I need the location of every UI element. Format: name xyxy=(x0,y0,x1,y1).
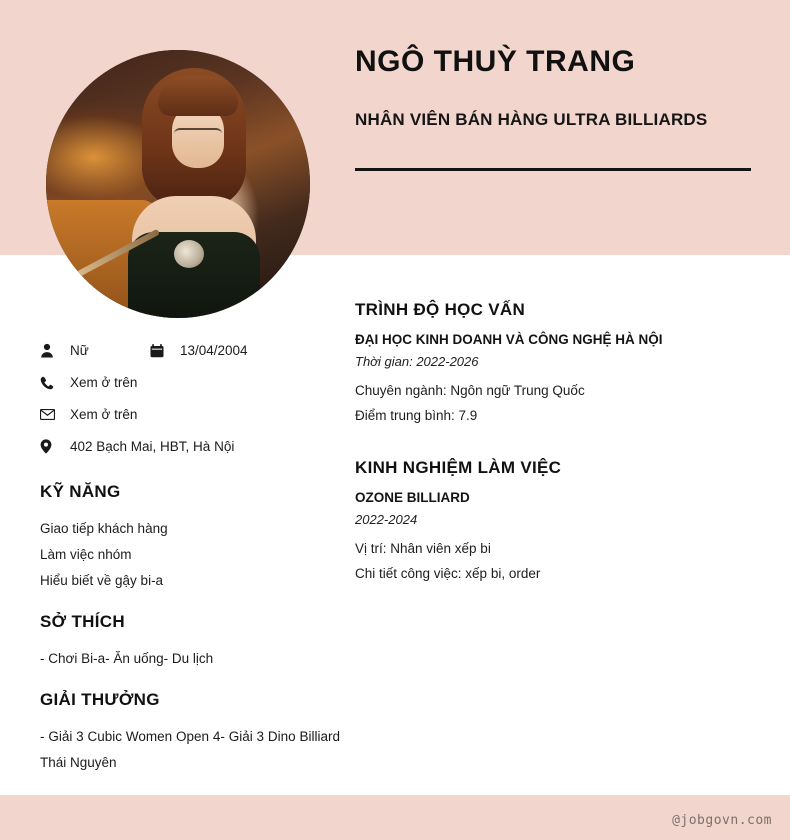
header-text-block xyxy=(355,45,755,130)
watermark: @jobgovn.com xyxy=(672,813,772,828)
person-icon xyxy=(40,343,60,358)
phone-icon xyxy=(40,376,60,390)
info-gender xyxy=(40,343,89,358)
info-birthday xyxy=(150,343,248,358)
section-hobbies xyxy=(40,612,340,672)
envelope-icon xyxy=(40,409,60,420)
section-skills xyxy=(40,482,340,594)
personal-info-block xyxy=(40,336,340,464)
left-column xyxy=(40,336,340,776)
experience-time: 2022-2024 xyxy=(355,512,418,527)
section-awards xyxy=(40,690,340,776)
info-birthday-value: 13/04/2004 xyxy=(180,343,248,358)
profile-photo-image xyxy=(46,50,310,318)
info-email-value: Xem ở trên xyxy=(70,407,138,422)
header-divider xyxy=(355,168,751,171)
section-hobbies-title: SỞ THÍCH xyxy=(40,612,125,631)
footer-band xyxy=(0,795,790,840)
section-experience-title: KINH NGHIỆM LÀM VIỆC xyxy=(355,458,562,477)
section-skills-title: KỸ NĂNG xyxy=(40,482,121,501)
section-gap xyxy=(355,428,755,458)
info-phone-value: Xem ở trên xyxy=(70,375,138,390)
section-education-title: TRÌNH ĐỘ HỌC VẤN xyxy=(355,300,526,319)
info-address xyxy=(40,439,234,454)
award-item: - Giải 3 Cubic Women Open 4- Giải 3 Dino Billiard Thái Nguyên xyxy=(40,729,340,770)
photo-glasses xyxy=(174,128,222,141)
info-address-value: 402 Bạch Mai, HBT, Hà Nội xyxy=(70,439,235,454)
info-phone xyxy=(40,375,137,390)
section-awards-title: GIẢI THƯỞNG xyxy=(40,690,160,709)
info-gender-value: Nữ xyxy=(70,343,89,358)
right-column xyxy=(355,300,755,586)
education-school: ĐẠI HỌC KINH DOANH VÀ CÔNG NGHỆ HÀ NỘI xyxy=(355,332,663,347)
hobby-item: - Chơi Bi-a- Ăn uống- Du lịch xyxy=(40,651,214,666)
skill-item: Giao tiếp khách hàng xyxy=(40,521,168,536)
experience-detail: Chi tiết công việc: xếp bi, order xyxy=(355,566,541,581)
skill-item: Hiểu biết về gậy bi-a xyxy=(40,573,164,588)
education-gpa: Điểm trung bình: 7.9 xyxy=(355,408,478,423)
photo-flower xyxy=(174,240,204,268)
photo-hair-front xyxy=(158,76,238,116)
candidate-role: NHÂN VIÊN BÁN HÀNG ULTRA BILLIARDS xyxy=(355,109,708,129)
location-pin-icon xyxy=(40,439,60,454)
skill-item: Làm việc nhóm xyxy=(40,547,132,562)
section-experience xyxy=(355,458,755,586)
info-email xyxy=(40,407,137,422)
education-major: Chuyên ngành: Ngôn ngữ Trung Quốc xyxy=(355,383,585,398)
experience-company: OZONE BILLIARD xyxy=(355,490,470,505)
profile-photo xyxy=(46,50,310,318)
calendar-icon xyxy=(150,344,170,358)
experience-position: Vị trí: Nhân viên xếp bi xyxy=(355,541,491,556)
candidate-name: NGÔ THUỲ TRANG xyxy=(355,45,636,78)
section-education xyxy=(355,300,755,428)
education-time: Thời gian: 2022-2026 xyxy=(355,354,479,369)
